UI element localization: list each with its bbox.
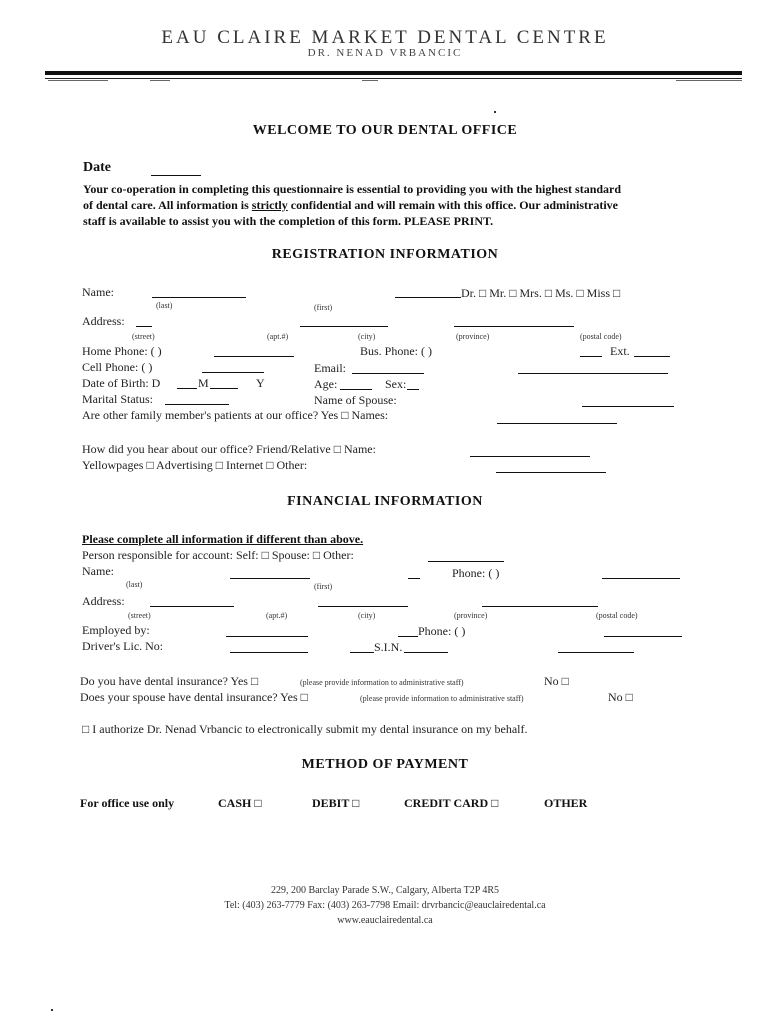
fin-street-field[interactable] (150, 606, 234, 607)
first-name-field[interactable] (395, 297, 461, 298)
responsible-question[interactable]: Person responsible for account: Self: □ Spouse: □ Other: (82, 548, 354, 562)
address-label: Address: (82, 314, 125, 328)
header-rule-dash (676, 80, 742, 81)
dob-month-field[interactable] (210, 388, 238, 389)
drivers-label: Driver's Lic. No: (82, 639, 164, 653)
office-use-label: For office use only (80, 796, 175, 810)
footer-address: 229, 200 Barclay Parade S.W., Calgary, Alberta T2P 4R5 (270, 885, 500, 896)
payment-heading: METHOD OF PAYMENT (301, 757, 469, 772)
footer-web: www.eauclairedental.ca (337, 915, 433, 926)
insurance-no[interactable]: No □ (544, 674, 569, 688)
city-field[interactable] (300, 326, 388, 327)
intro-line-1: Your co-operation in completing this questionnaire is essential to providing you with the highest standard (83, 182, 622, 196)
employed-label: Employed by: (82, 623, 150, 637)
marital-field[interactable] (165, 404, 229, 405)
financial-heading: FINANCIAL INFORMATION (287, 494, 483, 509)
sin-field-ext[interactable] (558, 652, 634, 653)
registration-heading: REGISTRATION INFORMATION (271, 247, 499, 262)
fin-province-caption: (province) (454, 611, 488, 620)
fin-last-caption: (last) (126, 580, 143, 589)
dob-label: Date of Birth: D (82, 376, 161, 390)
footer-contact: Tel: (403) 263-7779 Fax: (403) 263-7798 Email: drvrbancic@eauclairedental.ca (224, 900, 546, 911)
cell-phone-field[interactable] (202, 372, 264, 373)
authorize-checkbox[interactable]: □ I authorize Dr. Nenad Vrbancic to electronically submit my dental insurance on my behalf. (82, 722, 528, 736)
intro-line-3: staff is available to assist you with the completion of this form. PLEASE PRINT. (83, 214, 494, 228)
dob-year-label: Y (256, 376, 265, 390)
bus-phone-field[interactable] (580, 356, 602, 357)
insurance-note: (please provide information to administrative staff) (300, 678, 464, 687)
postal-caption: (postal code) (580, 332, 622, 341)
referral-other-field[interactable] (496, 472, 606, 473)
responsible-other-field[interactable] (428, 561, 504, 562)
fin-last-name-field[interactable] (230, 578, 310, 579)
scan-speck (51, 1009, 53, 1011)
header-rule-thin (45, 78, 742, 79)
email-field-ext[interactable] (518, 373, 668, 374)
welcome-heading: WELCOME TO OUR DENTAL OFFICE (252, 123, 518, 138)
ext-field[interactable] (634, 356, 670, 357)
bus-phone-label: Bus. Phone: ( ) (360, 344, 432, 358)
ext-label: Ext. (610, 344, 630, 358)
header-rule-thick (45, 71, 742, 75)
street-caption: (street) (132, 332, 155, 341)
referral-options[interactable]: Yellowpages □ Advertising □ Internet □ Other: (82, 458, 308, 472)
header-rule-dash (48, 80, 108, 81)
fin-postal-caption: (postal code) (596, 611, 638, 620)
header-rule-dash (362, 80, 378, 81)
fin-apt-caption: (apt.#) (266, 611, 288, 620)
intro-line-2: of dental care. All information is strictly confidential and will remain with this office. Our administrative (83, 198, 618, 212)
fin-city-caption: (city) (358, 611, 376, 620)
family-question: Are other family member's patients at our office? Yes □ Names: (82, 408, 389, 422)
insurance-question[interactable]: Do you have dental insurance? Yes □ (80, 674, 259, 688)
employer-phone-line[interactable] (398, 636, 418, 637)
employed-field[interactable] (226, 636, 308, 637)
date-field[interactable] (151, 175, 201, 176)
sex-label: Sex: (385, 377, 407, 391)
payment-credit[interactable]: CREDIT CARD □ (404, 796, 499, 810)
spouse-insurance-note: (please provide information to administrative staff) (360, 694, 524, 703)
employer-phone-label: Phone: ( ) (418, 624, 466, 638)
referral-question: How did you hear about our office? Friend/Relative □ Name: (82, 442, 376, 456)
family-names-field[interactable] (497, 423, 617, 424)
spouse-label: Name of Spouse: (314, 393, 397, 407)
dob-day-field[interactable] (177, 388, 197, 389)
cell-phone-label: Cell Phone: ( ) (82, 360, 153, 374)
doctor-name: DR. NENAD VRBANCIC (307, 47, 463, 59)
financial-note: Please complete all information if different than above. (82, 532, 364, 546)
city-caption: (city) (358, 332, 376, 341)
clinic-name: EAU CLAIRE MARKET DENTAL CENTRE (161, 27, 609, 48)
age-label: Age: (314, 377, 338, 391)
title-checkboxes[interactable]: Dr. □ Mr. □ Mrs. □ Ms. □ Miss □ (461, 286, 621, 300)
drivers-field[interactable] (230, 652, 308, 653)
payment-debit[interactable]: DEBIT □ (312, 796, 360, 810)
home-phone-field[interactable] (214, 356, 294, 357)
name-label: Name: (82, 285, 114, 299)
employer-phone-field[interactable] (604, 636, 682, 637)
fin-street-caption: (street) (128, 611, 151, 620)
dob-month-label: M (198, 376, 209, 390)
fin-phone-label: Phone: ( ) (452, 566, 500, 580)
sin-lead-line[interactable] (350, 652, 374, 653)
header-rule-dash (150, 80, 170, 81)
fin-postal-field[interactable] (482, 606, 598, 607)
fin-name-label: Name: (82, 564, 114, 578)
scan-speck (494, 111, 496, 113)
payment-other[interactable]: OTHER (544, 796, 588, 810)
payment-cash[interactable]: CASH □ (218, 796, 262, 810)
street-field[interactable] (136, 326, 152, 327)
first-caption: (first) (314, 303, 333, 312)
fin-first-caption: (first) (314, 582, 333, 591)
spouse-insurance-question[interactable]: Does your spouse have dental insurance? Yes □ (80, 690, 308, 704)
email-label: Email: (314, 361, 346, 375)
last-name-field[interactable] (152, 297, 246, 298)
sin-field[interactable] (404, 652, 448, 653)
fin-city-field[interactable] (318, 606, 408, 607)
home-phone-label: Home Phone: ( ) (82, 344, 162, 358)
age-field[interactable] (340, 389, 372, 390)
spouse-field[interactable] (582, 406, 674, 407)
referral-name-field[interactable] (470, 456, 590, 457)
marital-label: Marital Status: (82, 392, 153, 406)
spouse-insurance-no[interactable]: No □ (608, 690, 633, 704)
apt-caption: (apt.#) (267, 332, 289, 341)
fin-address-label: Address: (82, 594, 125, 608)
sex-field[interactable] (407, 389, 419, 390)
province-caption: (province) (456, 332, 490, 341)
postal-field[interactable] (454, 326, 574, 327)
fin-first-name-field[interactable] (408, 578, 420, 579)
fin-phone-field[interactable] (602, 578, 680, 579)
date-label: Date (83, 160, 111, 175)
email-field[interactable] (352, 373, 424, 374)
sin-label: S.I.N. (374, 640, 403, 654)
last-caption: (last) (156, 301, 173, 310)
